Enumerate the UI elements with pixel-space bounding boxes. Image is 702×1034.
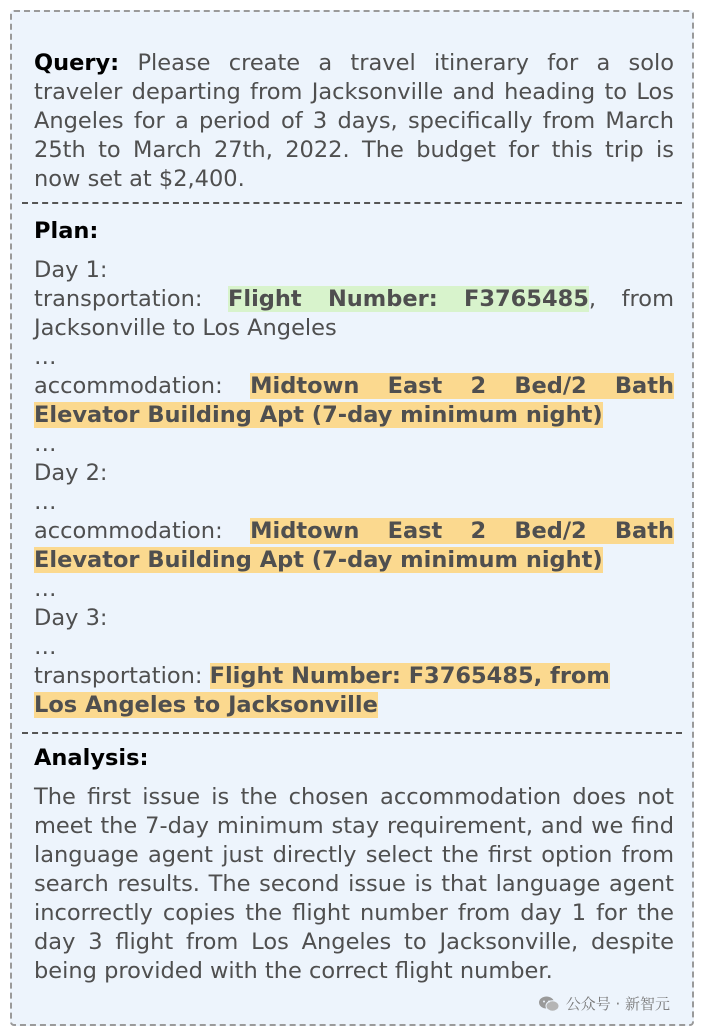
watermark (538, 993, 670, 1014)
ellipsis: … (34, 576, 57, 602)
day1-accommodation-value-b: Elevator Building Apt (7-day minimum night) (34, 402, 603, 428)
day3-transportation (34, 662, 674, 691)
day3-flight-value-b: Los Angeles to Jacksonville (34, 692, 378, 718)
day3-label: Day 3: (34, 605, 108, 631)
day1-route-b: Jacksonville to Los Angeles (34, 315, 337, 341)
day1-transportation (34, 285, 674, 314)
accommodation-label: accommodation: (34, 518, 223, 544)
transportation-label: transportation: (34, 286, 203, 312)
plan-section (34, 217, 674, 720)
day2-accommodation-value-b: Elevator Building Apt (7-day minimum night) (34, 547, 603, 573)
transportation-label: transportation: (34, 663, 203, 689)
ellipsis: … (34, 489, 57, 515)
divider-query-plan (22, 202, 682, 204)
day1-label: Day 1: (34, 257, 108, 283)
divider-plan-analysis (22, 732, 682, 734)
day1-route-a: , from (588, 286, 674, 312)
day3-flight-value-a: Flight Number: F3765485, from (209, 663, 610, 689)
plan-heading: Plan: (34, 218, 99, 244)
accommodation-label: accommodation: (34, 373, 223, 399)
day2-accommodation-value-a: Midtown East 2 Bed/2 Bath (250, 518, 674, 544)
ellipsis: … (34, 431, 57, 457)
analysis-heading: Analysis: (34, 745, 149, 771)
query-section (34, 49, 674, 194)
ellipsis: … (34, 344, 57, 370)
day3-transportation-b (34, 691, 674, 720)
query-heading: Query: (34, 50, 120, 76)
day1-flight-number: Flight Number: F3765485 (228, 286, 589, 312)
watermark-text: 公众号 · 新智元 (565, 995, 670, 1013)
query-text: Please create a travel itinerary for a solo traveler departing from Jacksonville and heading to Los Angeles for a period of 3 days, specifically from March 25th to March 27th, 2022. The budget for this trip is now set at $2,400. (34, 50, 674, 192)
wechat-icon (538, 995, 560, 1013)
day1-accommodation (34, 372, 674, 401)
day2-accommodation (34, 517, 674, 546)
day1-accommodation-b (34, 401, 674, 430)
analysis-text: The first issue is the chosen accommodation does not meet the 7-day minimum stay requirement, and we find language agent just directly select the first option from search results. The second issue is that language agent incorrectly copies the flight number from day 1 for the day 3 flight from Los Angeles to Jacksonville, despite being provided with the correct flight number. (34, 784, 674, 984)
itinerary-card (10, 10, 694, 1026)
analysis-section (34, 744, 674, 986)
day1-accommodation-value-a: Midtown East 2 Bed/2 Bath (250, 373, 674, 399)
day2-accommodation-b (34, 546, 674, 575)
ellipsis: … (34, 634, 57, 660)
day2-label: Day 2: (34, 460, 108, 486)
